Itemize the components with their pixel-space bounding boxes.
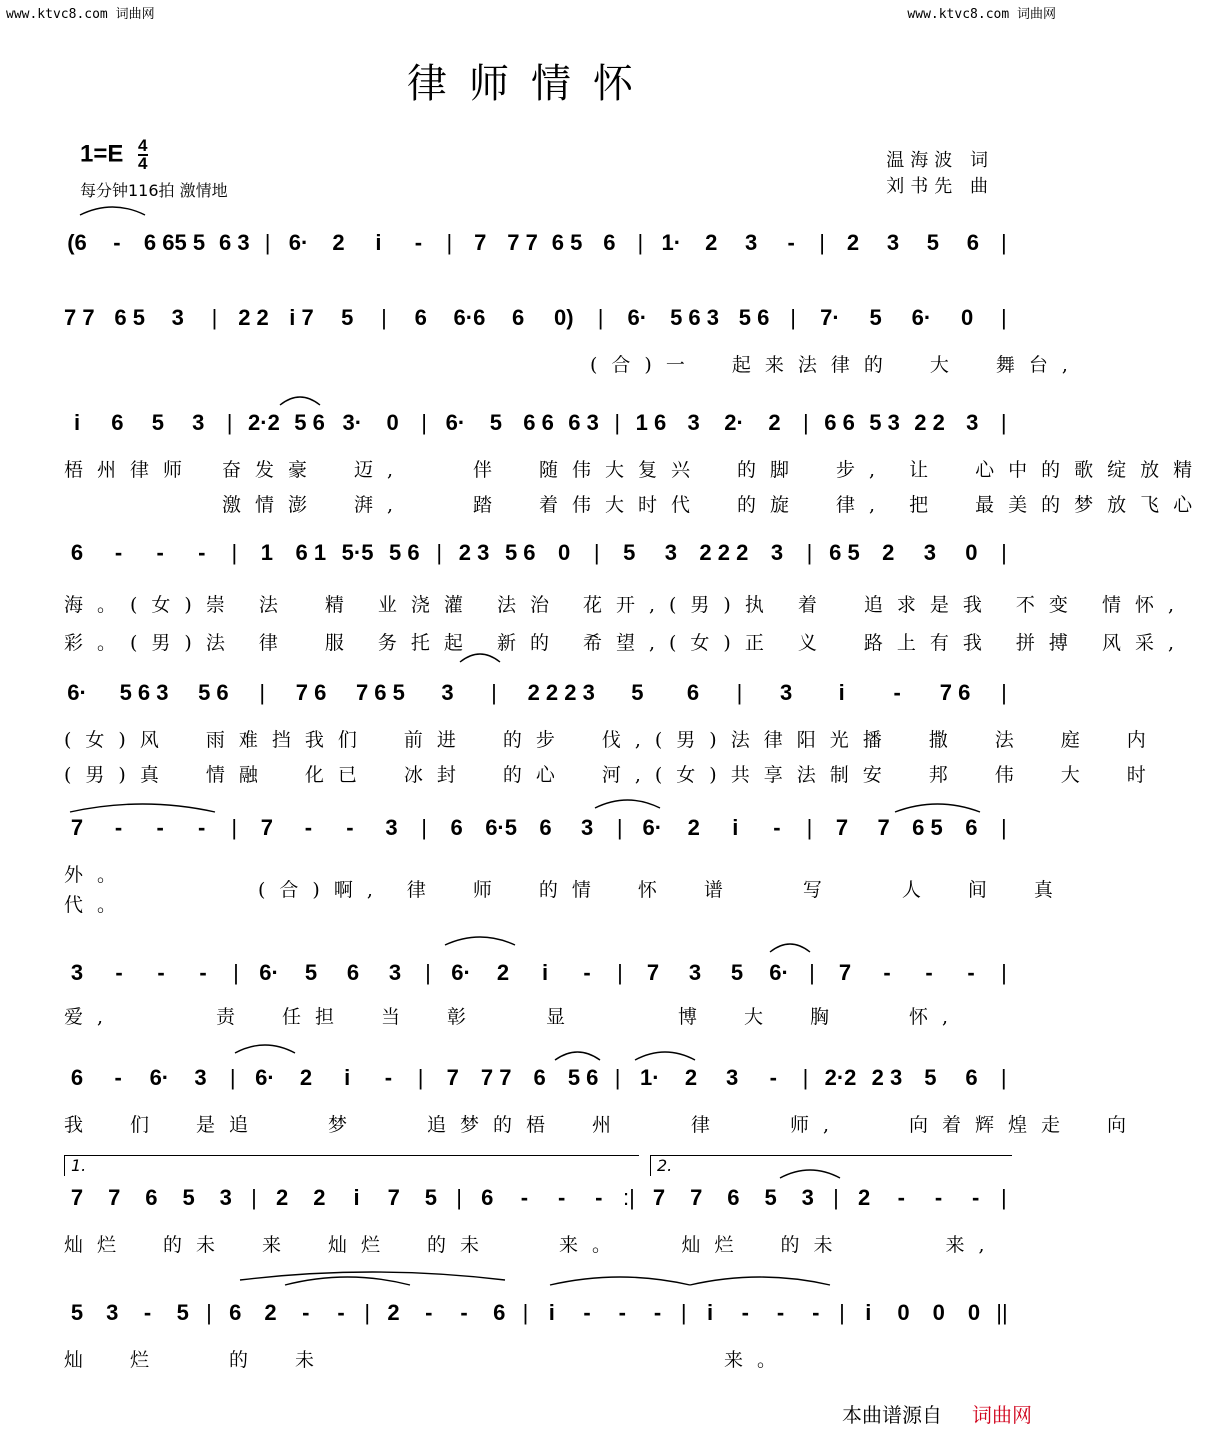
note: 6	[966, 230, 979, 255]
note: -	[304, 815, 313, 840]
note: 2 2	[238, 305, 269, 330]
slur-arc	[550, 1277, 690, 1285]
note: -	[769, 1065, 777, 1090]
note: 7 6 5	[355, 680, 405, 705]
barline: |	[806, 540, 813, 565]
barline: |	[597, 305, 604, 330]
barline: |	[456, 1185, 462, 1210]
note: 6	[727, 1185, 740, 1210]
note: 2·	[724, 410, 744, 435]
note: -	[198, 540, 206, 565]
note: 6 5	[551, 230, 583, 255]
note: -	[114, 815, 123, 840]
note: 5	[869, 305, 882, 330]
note: 2	[846, 230, 860, 255]
note: 7 6	[295, 680, 327, 705]
lyric-line: 奋发豪 迈, 伴 随伟大复兴 的脚 步, 让 心中的歌绽放精	[222, 459, 1206, 481]
note: 2	[768, 410, 781, 435]
note: 6·	[288, 230, 309, 255]
lyric-line: 爱, 责 任担 当 彰 显 博 大 胸 怀,	[64, 1006, 963, 1028]
lyric-line: (合)一 起来法律的 大 舞台,	[590, 354, 1082, 376]
note: -	[972, 1185, 980, 1210]
note: 3	[801, 1185, 814, 1210]
note: 2 3	[871, 1065, 903, 1090]
barline: |	[1001, 815, 1007, 840]
note: -	[198, 815, 206, 840]
note: 3	[219, 1185, 232, 1210]
note: 3	[664, 540, 677, 565]
note: 6	[481, 1185, 494, 1210]
note: 2 3	[458, 540, 490, 565]
note: 3	[923, 540, 936, 565]
barline: |	[421, 815, 427, 840]
note: 6·	[255, 1065, 275, 1090]
barline: |	[833, 1185, 839, 1210]
note: i	[732, 815, 739, 840]
note: 5	[424, 1185, 437, 1210]
barline: |	[491, 680, 497, 705]
barline: |	[231, 540, 238, 565]
note: 1 6	[635, 410, 667, 435]
note: 5	[924, 1065, 937, 1090]
note: 5 6	[738, 305, 770, 330]
note: -	[776, 1300, 785, 1325]
note: 7	[690, 1185, 703, 1210]
note: 6	[450, 815, 463, 840]
barline: |	[736, 680, 743, 705]
note: 3	[725, 1065, 739, 1090]
slur-arc	[80, 207, 145, 215]
slur-arc	[770, 944, 810, 952]
slur-arc	[780, 1170, 840, 1178]
time-numerator: 4	[138, 136, 148, 155]
note: 5 6	[504, 540, 536, 565]
barline: |	[1000, 1065, 1007, 1090]
slur-arc	[460, 654, 500, 662]
barline: |	[364, 1300, 371, 1325]
note: 7 6	[939, 680, 971, 705]
note: 6	[70, 540, 84, 565]
note: 6	[145, 1185, 158, 1210]
note: 5	[623, 540, 636, 565]
note: -	[384, 1065, 393, 1090]
note: 1	[260, 540, 274, 565]
note: (6	[67, 230, 87, 255]
note: -	[812, 1300, 820, 1325]
note: 2	[313, 1185, 326, 1210]
note: -	[583, 960, 591, 985]
note: i	[541, 960, 549, 985]
note: 2	[264, 1300, 277, 1325]
note: -	[337, 1300, 345, 1325]
barline: |	[233, 960, 239, 985]
note: 6	[414, 305, 427, 330]
note: 3	[194, 1065, 207, 1090]
lyric-line: 彩。(男)法 律 服 务托起 新的 希望,(女)正 义 路上有我 拼搏 风采,	[64, 632, 1189, 654]
note: 6 3	[568, 410, 599, 435]
note: 2·2	[248, 410, 280, 435]
note: 2	[496, 960, 510, 985]
note: 6	[965, 1065, 978, 1090]
note: -	[414, 230, 423, 255]
note: -	[893, 680, 901, 705]
volta-first-ending: 1.	[64, 1155, 639, 1176]
barline: |	[614, 410, 621, 435]
barline: |	[790, 305, 796, 330]
lyric-line: (男)真 情融 化已 冰封 的心 河,(女)共享法制安 邦 伟 大 时	[64, 764, 1160, 786]
slur-arc	[445, 937, 515, 945]
note: 6·	[67, 680, 87, 705]
barline: |	[637, 230, 644, 255]
note: -	[773, 815, 781, 840]
note: 2 2 2 3	[527, 680, 595, 705]
note: -	[113, 230, 121, 255]
key-text: 1=E	[80, 140, 124, 168]
barline: |	[259, 680, 266, 705]
note: 6	[965, 815, 978, 840]
note: 7	[70, 1185, 84, 1210]
tempo-marking: 每分钟116拍 激情地	[80, 181, 228, 200]
note: 2	[332, 230, 345, 255]
lyric-line: (女)风 雨难挡我们 前进 的步 伐,(男)法律阳光播 撒 法 庭 内	[64, 729, 1160, 751]
note: 6	[533, 1065, 546, 1090]
note: 5 3	[869, 410, 900, 435]
note: 3·	[342, 410, 363, 435]
barline: |	[593, 540, 600, 565]
note: -	[346, 815, 354, 840]
note: i	[353, 1185, 360, 1210]
barline: |	[381, 305, 387, 330]
note: i	[706, 1300, 714, 1325]
note: 5 6 3	[670, 305, 720, 330]
lyric-line: 激情澎 湃, 踏 着伟大时代 的旋 律, 把 最美的梦放飞心	[222, 494, 1206, 516]
barline: |	[614, 1065, 621, 1090]
note: -	[653, 1300, 662, 1325]
note: 7	[835, 815, 849, 840]
lyric-line: 灿 烂 的 未 来。	[64, 1349, 791, 1371]
note: -	[157, 960, 165, 985]
note: -	[143, 1300, 152, 1325]
lyric-line: 外。	[64, 864, 131, 886]
note: 5 6	[198, 680, 229, 705]
note: -	[425, 1300, 433, 1325]
note: 2	[858, 1185, 871, 1210]
barline: |	[231, 815, 238, 840]
note: 5	[489, 410, 502, 435]
barline: |	[1001, 680, 1007, 705]
note: 5	[631, 680, 644, 705]
note: 3	[688, 960, 702, 985]
note: i	[548, 1300, 555, 1325]
barline: |	[226, 410, 233, 435]
note: 7	[70, 815, 84, 840]
note: -	[557, 1185, 566, 1210]
barline: |	[819, 230, 825, 255]
note: -	[741, 1300, 749, 1325]
note: 6	[511, 305, 525, 330]
lyric-line: 我 们 是追 梦 追梦的梧 州 律 师, 向着辉煌走 向	[64, 1114, 1141, 1136]
note: 6 6	[824, 410, 855, 435]
note: -	[156, 540, 164, 565]
note: 6·	[627, 305, 648, 330]
note: 5	[182, 1185, 195, 1210]
barline: |	[803, 410, 809, 435]
note: 2 2	[914, 410, 945, 435]
slur-arc	[235, 1045, 295, 1053]
barline: |	[680, 1300, 687, 1325]
note: 6·	[445, 410, 466, 435]
note: 0	[932, 1300, 945, 1325]
note: i	[865, 1300, 872, 1325]
slur-arc	[690, 1277, 830, 1285]
note: 3	[687, 410, 700, 435]
note: 7 7	[64, 305, 95, 330]
note: 3	[441, 680, 454, 705]
barline: |	[446, 230, 453, 255]
note: 6 5	[114, 305, 145, 330]
note: 6·5	[485, 815, 517, 840]
note: i	[838, 680, 845, 705]
slur-arc	[70, 804, 215, 812]
site-url-left: www.ktvc8.com 词曲网	[6, 7, 155, 22]
note: -	[934, 1185, 943, 1210]
time-denominator: 4	[138, 154, 148, 173]
source-label: 本曲谱源自	[842, 1403, 942, 1427]
barline: |	[839, 1300, 845, 1325]
note: -	[114, 1065, 122, 1090]
note: 5	[70, 1300, 84, 1325]
note: 6·6	[453, 305, 486, 330]
slur-arc	[595, 800, 660, 808]
note: -	[595, 1185, 603, 1210]
barline: |	[616, 815, 623, 840]
note: 6·	[149, 1065, 170, 1090]
barline: |	[251, 1185, 257, 1210]
note: 6	[686, 680, 700, 705]
note: -	[520, 1185, 529, 1210]
note: 0	[967, 1300, 981, 1325]
barline: |	[436, 540, 443, 565]
barline: |	[1001, 960, 1007, 985]
note: 7	[652, 1185, 666, 1210]
barline: |	[1000, 230, 1007, 255]
barline: |	[1001, 1185, 1007, 1210]
volta-second-ending: 2.	[650, 1155, 1012, 1176]
note: 1·	[639, 1065, 660, 1090]
slur-arc	[555, 1052, 600, 1060]
barline: |	[211, 305, 218, 330]
note: -	[583, 1300, 591, 1325]
brand-logo: 词曲网	[972, 1403, 1032, 1427]
note: 5 6 3	[119, 680, 169, 705]
note: 6 1	[295, 540, 327, 565]
barline: |	[229, 1065, 236, 1090]
note: 6 6	[523, 410, 554, 435]
lyricist-credit: 温海波 词	[886, 150, 994, 171]
note: 7	[446, 1065, 459, 1090]
barline: |	[425, 960, 431, 985]
note: 2	[705, 230, 718, 255]
lyric-line: 灿烂 的未 来 灿烂 的未 来。 灿烂 的未 来,	[64, 1234, 999, 1256]
note: 6·	[769, 960, 789, 985]
note: 7	[877, 815, 890, 840]
barline: |	[206, 1300, 212, 1325]
note: -	[925, 960, 933, 985]
lyric-line: (合)啊, 律 师 的情 怀 谱 写 人 间 真	[258, 879, 1067, 901]
song-title: 律师情怀	[407, 61, 655, 107]
barline: |	[264, 230, 271, 255]
note: -	[787, 230, 795, 255]
slur-arc	[895, 804, 980, 812]
note: i	[73, 410, 81, 435]
note: 6	[70, 1065, 84, 1090]
note: -	[156, 815, 164, 840]
note: -	[199, 960, 207, 985]
lyric-line: 海。(女)崇 法 精 业浇灌 法治 花开,(男)执 着 追求是我 不变 情怀,	[64, 594, 1189, 616]
barline: |	[522, 1300, 529, 1325]
note: 2	[687, 815, 700, 840]
note: 7	[646, 960, 660, 985]
note: 3	[779, 680, 793, 705]
note: 0	[897, 1300, 910, 1325]
note: 5	[151, 410, 164, 435]
note: 3	[106, 1300, 119, 1325]
barline: |	[421, 410, 427, 435]
note: -	[114, 540, 123, 565]
site-url-right: www.ktvc8.com 词曲网	[907, 7, 1056, 22]
note: 6	[493, 1300, 506, 1325]
note: 6	[539, 815, 552, 840]
note: 3	[580, 815, 594, 840]
barline: |	[617, 960, 623, 985]
lyric-line: 代。	[64, 894, 131, 916]
barline: |	[1001, 305, 1007, 330]
barline: |	[417, 1065, 424, 1090]
note: -	[967, 960, 975, 985]
note: 0)	[554, 305, 574, 330]
note: 7·	[820, 305, 840, 330]
note: -	[883, 960, 891, 985]
note: 3	[385, 815, 398, 840]
note: 2	[387, 1300, 400, 1325]
note: 7	[387, 1185, 400, 1210]
note: 3	[171, 305, 184, 330]
note: 3	[192, 410, 205, 435]
barline: |	[1000, 410, 1007, 435]
note: 1·	[661, 230, 682, 255]
note: 7	[260, 815, 273, 840]
note: 5 6	[567, 1065, 599, 1090]
note: 2	[882, 540, 895, 565]
note: 7	[838, 960, 852, 985]
note: 6 3	[219, 230, 250, 255]
note: i	[344, 1065, 351, 1090]
note: 5 6	[294, 410, 325, 435]
barline: :|	[623, 1185, 635, 1210]
note: 2	[276, 1185, 289, 1210]
note: 5 6	[389, 540, 420, 565]
note: 3	[886, 230, 900, 255]
note: 6	[111, 410, 124, 435]
slur-arc	[635, 1052, 695, 1060]
note: 5	[304, 960, 318, 985]
slur-arc	[285, 1277, 410, 1285]
note: i 7	[289, 305, 314, 330]
slur-arc	[280, 397, 320, 405]
note: 3	[70, 960, 84, 985]
note: 5	[926, 230, 940, 255]
composer-credit: 刘书先 曲	[886, 176, 994, 197]
barline: |	[802, 1065, 809, 1090]
note: 0	[960, 305, 974, 330]
barline: |	[1001, 540, 1007, 565]
note: 6·	[259, 960, 279, 985]
note: 6·	[642, 815, 663, 840]
note: 7	[108, 1185, 121, 1210]
note: 6 5	[912, 815, 943, 840]
note: 7	[474, 230, 487, 255]
note: -	[460, 1300, 468, 1325]
note: 5	[764, 1185, 777, 1210]
note: 5	[176, 1300, 189, 1325]
note: 7 7	[480, 1065, 512, 1090]
barline: |	[806, 815, 813, 840]
note: 3	[770, 540, 784, 565]
note: 3	[388, 960, 402, 985]
note: -	[618, 1300, 626, 1325]
note: 7 7	[507, 230, 538, 255]
note: 2 2 2	[699, 540, 749, 565]
barline: |	[809, 960, 815, 985]
note: 0	[965, 540, 978, 565]
note: i	[375, 230, 382, 255]
note: 6 5	[829, 540, 860, 565]
note: 2·2	[824, 1065, 857, 1090]
note: 6 65 5	[143, 230, 206, 255]
barline: ||	[996, 1300, 1008, 1325]
lyric-line: 梧州律师	[64, 459, 197, 481]
note: 6	[603, 230, 616, 255]
note: 6·	[451, 960, 471, 985]
note: -	[897, 1185, 905, 1210]
note: 6·	[911, 305, 932, 330]
note: 0	[557, 540, 571, 565]
note: 3	[966, 410, 979, 435]
note: 5	[341, 305, 354, 330]
note: 3	[745, 230, 758, 255]
note: -	[115, 960, 123, 985]
note: 5	[730, 960, 744, 985]
note: 0	[386, 410, 399, 435]
note: 6	[229, 1300, 242, 1325]
note: 5·5	[341, 540, 374, 565]
note: 2	[299, 1065, 313, 1090]
note: 6	[346, 960, 360, 985]
note: -	[302, 1300, 310, 1325]
note: 2	[684, 1065, 698, 1090]
